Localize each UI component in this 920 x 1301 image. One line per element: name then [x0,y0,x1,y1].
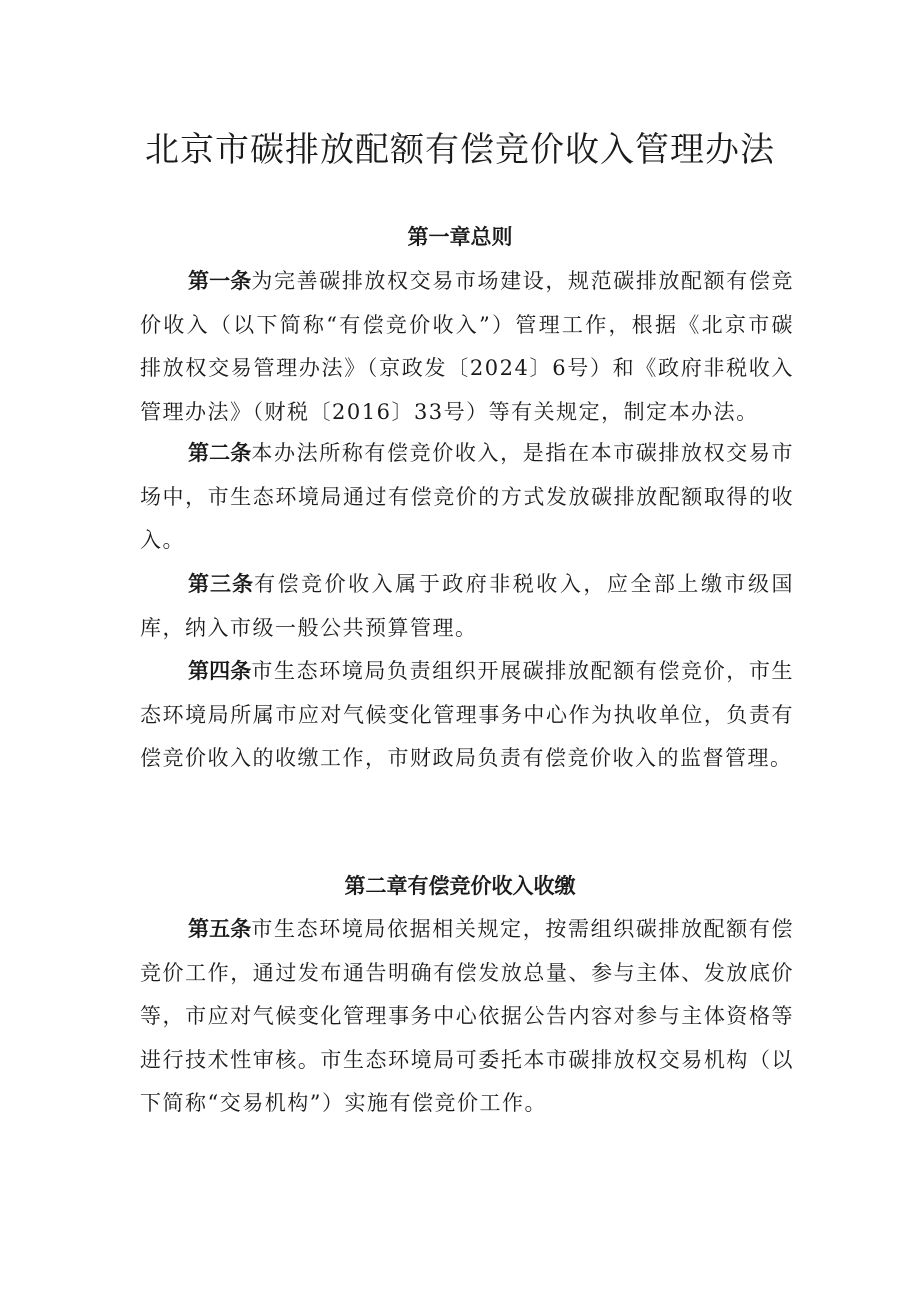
article-paragraph [140,650,794,781]
article-text: 有偿竞价收入属于政府非税收入，应全部上缴市级国库，纳入市级一般公共预算管理。 [140,572,795,640]
article-number: 第五条 [188,917,252,941]
chapter-heading: 第二章有偿竞价收入收缴 [344,874,576,898]
article-text: 市生态环境局依据相关规定，按需组织碳排放配额有偿竞价工作，通过发布通告明确有偿发放总量、参与主体、发放底价等，市应对气候变化管理事务中心依据公告内容对参与主体资格等进行技术性审核。市生态环境局可委托本市碳排放权交易机构（以下简称“交易机构”）实施有偿竞价工作。 [140,917,795,1116]
chapter-heading: 第一章总则 [407,225,513,249]
article-paragraph [140,563,794,650]
article-text: 为完善碳排放权交易市场建设，规范碳排放配额有偿竞价收入（以下简称“有偿竞价收入”）管理工作，根据《北京市碳排放权交易管理办法》（京政发〔2024〕6号）和《政府非税收入管理办法》（财税〔2016〕33号）等有关规定，制定本办法。 [140,269,795,424]
article-text: 本办法所称有偿竞价收入，是指在本市碳排放权交易市场中，市生态环境局通过有偿竞价的方式发放碳排放配额取得的收入。 [140,441,795,553]
article-paragraph [140,908,794,1126]
document-title: 北京市碳排放配额有偿竞价收入管理办法 [145,130,775,170]
article-number: 第四条 [188,659,252,683]
article-number: 第一条 [188,269,252,293]
article-paragraph [140,260,794,434]
article-number: 第二条 [188,441,252,465]
article-number: 第三条 [188,572,255,596]
article-text: 市生态环境局负责组织开展碳排放配额有偿竞价，市生态环境局所属市应对气候变化管理事务中心作为执收单位，负责有偿竞价收入的收缴工作，市财政局负责有偿竞价收入的监督管理。 [140,659,795,771]
article-paragraph [140,432,794,563]
